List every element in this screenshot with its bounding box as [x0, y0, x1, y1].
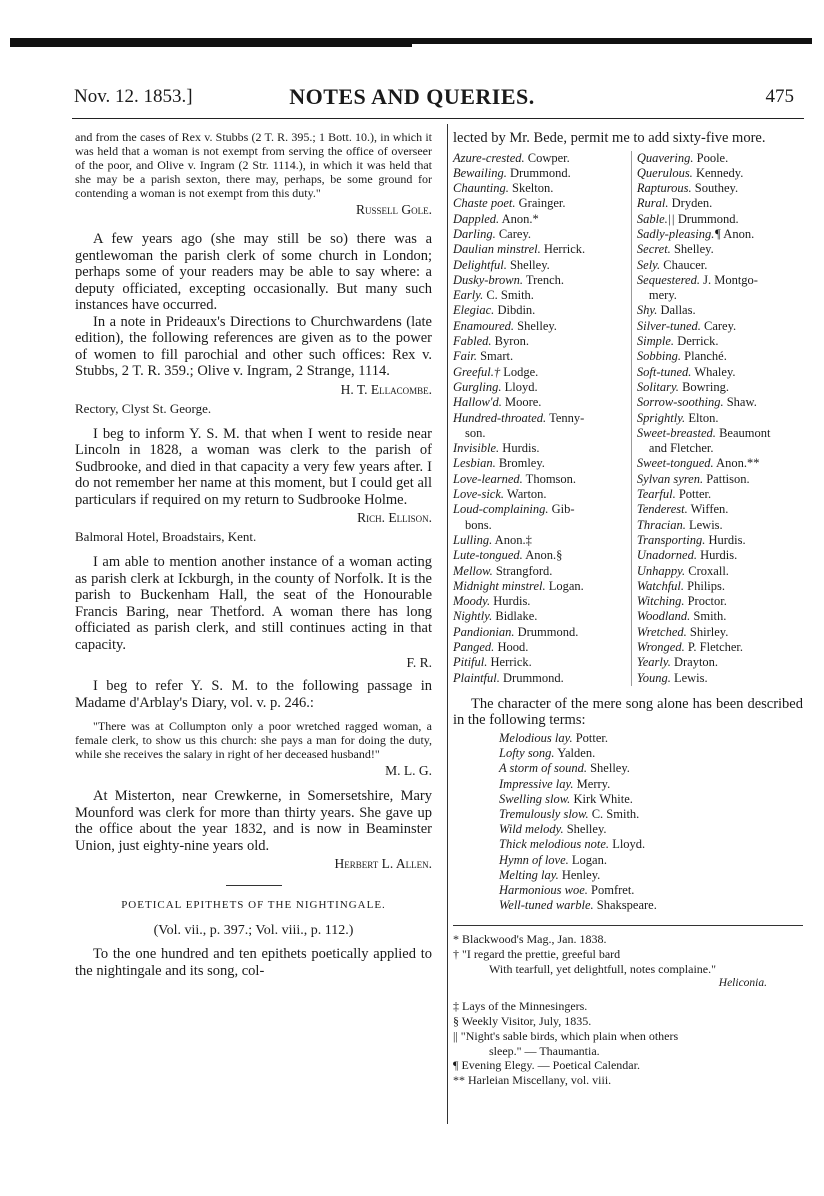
epithet-author: Dibdin.	[494, 303, 536, 318]
epithet-author: Derrick.	[674, 334, 719, 349]
epithet-entry	[637, 242, 803, 257]
epithet-word: Nightly.	[453, 609, 493, 624]
epithet-entry	[453, 533, 627, 548]
epithet-word: Lute-tongued.	[453, 548, 523, 563]
footnote-2-source: Heliconia.	[718, 977, 767, 990]
epithet-word: Sweet-breasted.	[636, 425, 716, 440]
epithet-word: Unadorned.	[636, 548, 697, 563]
epithet-entry	[637, 533, 803, 548]
epithet-author: P. Fletcher.	[684, 640, 744, 654]
epithet-author: Bromley.	[495, 456, 545, 471]
song-term-entry	[499, 777, 803, 792]
epithet-word: Sable.||	[636, 211, 675, 226]
epithets-intro: lected by Mr. Bede, permit me to add sixty-five more.	[453, 130, 766, 146]
epithet-word: Fabled.	[453, 334, 492, 349]
song-term-entry	[499, 746, 803, 761]
epithet-entry	[453, 487, 627, 502]
epithet-word: Quavering.	[636, 150, 694, 165]
epithet-word: Sylvan syren.	[636, 471, 704, 486]
epithet-word: Gurgling.	[453, 379, 502, 394]
epithet-entry	[453, 472, 627, 487]
paragraph-sudbrooke: I beg to inform Y. S. M. that when I went to reside near Lincoln in 1828, a woman was clerk to the parish of Sudbrooke, and died in that capacity a very few years after. I do not remember her name at this moment, but I could get all particulars if required on my return to Sudbrooke Holme.	[75, 425, 432, 508]
epithet-entry	[637, 472, 803, 487]
song-term-entry	[499, 868, 803, 883]
epithet-entry	[637, 395, 803, 410]
epithet-word: Sorrow-soothing.	[636, 395, 724, 410]
epithet-word: Dappled.	[453, 211, 500, 226]
epithet-author: Anon.**	[713, 456, 760, 471]
epithet-author: Chaucer.	[660, 257, 708, 272]
song-term-entry	[499, 731, 803, 746]
epithet-author: Kennedy.	[692, 165, 744, 180]
song-term-entry	[499, 883, 803, 898]
epithet-author: Whaley.	[691, 364, 736, 379]
song-intro: The character of the mere song alone has been described in the following terms:	[453, 695, 803, 729]
epithet-word: Sweet-tongued.	[636, 456, 714, 471]
epithet-entry	[453, 609, 627, 624]
epithet-word: Secret.	[636, 242, 671, 257]
epithet-author: Hood.	[494, 640, 529, 654]
address-ellacombe: Rectory, Clyst St. George.	[75, 400, 212, 416]
song-term: Lofty song.	[499, 746, 555, 761]
epithet-word: Darling.	[453, 226, 496, 241]
song-term-author: Shelley.	[586, 761, 630, 776]
epithet-word: Unhappy.	[636, 563, 686, 578]
epithet-entry	[453, 365, 627, 380]
epithet-entry	[637, 258, 803, 273]
song-term: Wild melody.	[499, 822, 564, 837]
epithet-author: Elton.	[685, 410, 719, 425]
epithet-lists	[453, 151, 803, 686]
epithet-word: Thracian.	[636, 517, 686, 532]
song-term: Harmonious woe.	[499, 882, 588, 897]
epithet-author-continuation: son.	[465, 425, 486, 440]
epithet-author-continuation: bons.	[465, 517, 492, 532]
epithet-entry	[637, 671, 803, 686]
epithet-entry	[637, 502, 803, 517]
epithet-entry	[453, 334, 627, 349]
address-ellison: Balmoral Hotel, Broadstairs, Kent.	[75, 529, 257, 544]
epithet-author: Bowring.	[678, 379, 729, 394]
epithet-author: Shelley.	[670, 242, 714, 257]
epithet-entry	[637, 426, 803, 441]
epithet-entry	[453, 380, 627, 395]
epithet-author: Dallas.	[657, 303, 696, 318]
epithet-entry	[637, 594, 803, 609]
epithet-author: Drummond.	[499, 670, 564, 685]
epithet-word: Watchful.	[636, 578, 685, 593]
signature-mlg: M. L. G.	[385, 763, 432, 778]
epithet-author: Warton.	[504, 487, 547, 502]
epithet-author-continuation: mery.	[648, 288, 677, 303]
epithet-author: Hurdis.	[696, 548, 738, 563]
epithet-word: Rapturous.	[636, 181, 692, 196]
epithet-entry	[453, 655, 627, 670]
epithet-author: Anon.§	[522, 548, 563, 563]
epithet-entry	[453, 411, 627, 426]
quote-collumpton: "There was at Collumpton only a poor wretched ragged woman, a female clerk, to show us this church: she pays a man for doing the duty, while she receives the salary in right of her deceased husband!"	[75, 719, 432, 761]
article-title: POETICAL EPITHETS OF THE NIGHTINGALE.	[121, 899, 386, 911]
epithet-entry	[637, 334, 803, 349]
footnote-5: || "Night's sable birds, which plain when others	[453, 1029, 679, 1044]
epithet-author: Potter.	[675, 487, 712, 502]
epithet-author: Bidlake.	[492, 609, 538, 624]
epithet-entry	[637, 518, 803, 533]
epithet-entry	[637, 456, 803, 471]
epithet-word: Dusky-brown.	[453, 272, 524, 287]
epithet-author: Logan.	[545, 578, 584, 593]
epithet-word: Enamoured.	[453, 318, 514, 333]
epithet-word: Early.	[453, 288, 484, 303]
song-term: Well-tuned warble.	[499, 898, 594, 913]
epithet-author: Philips.	[684, 578, 726, 593]
epithet-author: Smith.	[690, 609, 727, 624]
song-term-author: Pomfret.	[587, 882, 635, 897]
footnote-2: † "I regard the prettie, greeful bard	[453, 947, 621, 962]
epithet-entry	[453, 594, 627, 609]
signature-ellacombe: H. T. Ellacombe.	[340, 381, 432, 397]
epithet-entry	[453, 456, 627, 471]
song-term: Thick melodious note.	[499, 837, 610, 852]
epithet-entry	[637, 166, 803, 181]
header-rule	[72, 118, 804, 119]
song-term: Impressive lay.	[499, 776, 574, 791]
epithet-word: Loud-complaining.	[453, 502, 549, 517]
epithet-author: Drummond.	[514, 624, 579, 639]
epithet-entry	[637, 487, 803, 502]
epithet-entry	[453, 548, 627, 563]
footnote-5-continuation: sleep." — Thaumantia.	[489, 1044, 600, 1059]
epithet-author: Shelley.	[506, 257, 550, 272]
epithet-entry	[453, 151, 627, 166]
epithet-word: Tenderest.	[636, 502, 688, 517]
section-rule	[226, 885, 282, 886]
epithet-word: Elegiac.	[453, 303, 495, 318]
epithet-author: Drummond.	[506, 165, 571, 180]
epithet-entry	[453, 671, 627, 686]
song-term-entry	[499, 761, 803, 776]
epithet-author: Anon.*	[499, 211, 539, 226]
epithet-author: Herrick.	[540, 242, 586, 257]
song-term: Swelling slow.	[499, 791, 571, 806]
epithet-author: Beaumont	[715, 425, 771, 440]
epithet-entry	[637, 349, 803, 364]
epithet-word: Midnight minstrel.	[453, 578, 546, 593]
signature-allen: Herbert L. Allen.	[334, 856, 432, 871]
opening-quote: and from the cases of Rex v. Stubbs (2 T. R. 395.; 1 Bott. 10.), in which it was held that a woman is not exempt from serving the office of overseer of the poor, and Olive v. Ingram (2 Str. 1114.), in which it was held that she may be a parish sexton, there may, perhaps, be some ground for contending a woman is not exempt from this duty."	[75, 130, 432, 200]
epithet-entry	[453, 441, 627, 456]
paragraph-misterton: At Misterton, near Crewkerne, in Somersetshire, Mary Mounford was clerk for more than thirty years. She gave up the office about the year 1832, and is now in Beaminster Union, just eighty-nine years old.	[75, 788, 432, 854]
epithet-word: Sprightly.	[636, 410, 686, 425]
epithet-entry	[453, 288, 627, 303]
issue-date: Nov. 12. 1853.]	[74, 86, 193, 107]
epithet-entry	[453, 564, 627, 579]
signature-russell-gole: Russell Gole.	[355, 202, 432, 217]
epithet-author: Thomson.	[522, 471, 577, 486]
epithet-entry	[637, 564, 803, 579]
epithet-author: Carey.	[700, 318, 737, 333]
epithet-author: Lloyd.	[501, 379, 538, 394]
epithet-author: Planché.	[681, 349, 727, 364]
epithet-word: Sadly-pleasing.¶	[636, 226, 721, 241]
epithet-word: Sequestered.	[636, 272, 700, 287]
song-term-author: Potter.	[572, 730, 609, 745]
paragraph-ickburgh: I am able to mention another instance of a woman acting as parish clerk at Ickburgh, in the county of Norfolk. It is the parish to Buckenham Hall, the seat of the Honourable Francis Baring, near Thetford. A woman there has long officiated as parish clerk, and still continues acting in that capacity.	[75, 554, 432, 653]
song-term-author: C. Smith.	[588, 806, 640, 821]
footnote-3: ‡ Lays of the Minnesingers.	[453, 999, 588, 1014]
epithet-word: Young.	[636, 670, 671, 685]
footnote-1: * Blackwood's Mag., Jan. 1838.	[453, 932, 607, 947]
song-term-entry	[499, 822, 803, 837]
epithet-entry	[453, 258, 627, 273]
right-column	[453, 130, 803, 1088]
song-term-entry	[499, 792, 803, 807]
song-term-author: Yalden.	[554, 746, 596, 761]
epithet-author: Hurdis.	[705, 532, 746, 547]
song-term-entry	[499, 898, 803, 913]
epithet-word: Hallow'd.	[453, 395, 502, 410]
song-term-author: Logan.	[568, 852, 607, 867]
song-terms-list	[499, 731, 803, 913]
epithet-word: Silver-tuned.	[636, 318, 701, 333]
epithet-word: Pandionian.	[453, 624, 515, 639]
epithet-entry	[453, 212, 627, 227]
epithet-author: Byron.	[491, 334, 530, 349]
epithet-word: Lesbian.	[453, 456, 496, 471]
article-references: (Vol. vii., p. 397.; Vol. viii., p. 112.)	[153, 923, 354, 938]
epithet-author: Hurdis.	[499, 441, 540, 456]
epithet-entry	[637, 365, 803, 380]
epithet-entry	[637, 655, 803, 670]
song-term-author: Merry.	[573, 776, 611, 791]
epithet-entry	[453, 640, 627, 655]
epithet-word: Sobbing.	[636, 349, 682, 364]
epithet-entry	[453, 303, 627, 318]
epithet-entry	[637, 380, 803, 395]
epithet-author: Drummond.	[674, 211, 739, 226]
epithet-word: Greeful.†	[453, 364, 501, 379]
epithet-word: Transporting.	[636, 532, 706, 547]
signature-fr: F. R.	[406, 655, 432, 670]
epithet-author: J. Montgo-	[699, 272, 758, 287]
epithet-word: Love-learned.	[453, 471, 523, 486]
epithet-entry	[637, 196, 803, 211]
epithet-word: Plaintful.	[453, 670, 500, 685]
epithet-word: Rural.	[636, 196, 669, 211]
epithet-word: Lulling.	[453, 532, 493, 547]
epithet-list-b	[632, 151, 803, 686]
epithet-word: Querulous.	[636, 165, 693, 180]
epithet-word: Daulian minstrel.	[453, 242, 541, 257]
epithet-entry	[637, 303, 803, 318]
top-rule	[10, 38, 812, 47]
epithet-author: Strangford.	[492, 563, 553, 578]
song-term-author: Shelley.	[563, 822, 607, 837]
epithet-entry	[453, 273, 627, 288]
epithet-word: Simple.	[636, 334, 675, 349]
epithet-word: Soft-tuned.	[636, 364, 692, 379]
epithet-word: Panged.	[453, 640, 495, 654]
epithet-author: Lodge.	[500, 364, 539, 379]
epithet-author: Gib-	[548, 502, 575, 517]
epithet-author: Croxall.	[685, 563, 729, 578]
epithet-entry	[453, 227, 627, 242]
epithet-word: Chaste poet.	[453, 196, 516, 211]
epithet-author: Herrick.	[487, 655, 532, 670]
epithet-entry	[453, 319, 627, 334]
epithet-author: Moore.	[501, 395, 542, 410]
paragraph-prideaux: In a note in Prideaux's Directions to Churchwardens (late edition), the following references are given as to the power of women to fill parochial and other such offices: Rex v. Stubbs, 2 T. R. 359.; Olive v. Ingram, 2 Strange, 1114.	[75, 313, 432, 379]
left-column	[75, 130, 432, 979]
epithet-entry	[637, 579, 803, 594]
song-term-entry	[499, 837, 803, 852]
epithet-author: Proctor.	[684, 594, 727, 609]
song-term-author: Lloyd.	[609, 837, 646, 852]
song-term-author: Shakspeare.	[593, 898, 657, 913]
epithet-author: Carey.	[495, 226, 532, 241]
epithet-entry	[637, 640, 803, 655]
article-intro: To the one hundred and ten epithets poetically applied to the nightingale and its song, col-	[75, 946, 432, 979]
epithet-word: Delightful.	[453, 257, 507, 272]
epithet-author: Shaw.	[723, 395, 757, 410]
epithet-word: Love-sick.	[453, 487, 505, 502]
footnote-4: § Weekly Visitor, July, 1835.	[453, 1014, 592, 1029]
epithet-author: Poole.	[693, 150, 729, 165]
epithet-word: Fair.	[453, 349, 477, 364]
epithet-author: Skelton.	[508, 181, 554, 196]
song-term: Hymn of love.	[499, 852, 569, 867]
footnote-7: ** Harleian Miscellany, vol. viii.	[453, 1073, 612, 1088]
epithet-author: Drayton.	[670, 655, 719, 670]
epithet-word: Hundred-throated.	[453, 410, 547, 425]
epithet-author: Hurdis.	[490, 594, 531, 609]
epithet-author: Shirley.	[686, 624, 729, 639]
epithet-author: Dryden.	[668, 196, 713, 211]
epithet-author: Anon.	[720, 226, 755, 241]
epithet-word: Invisible.	[453, 441, 500, 456]
epithet-word: Yearly.	[636, 655, 671, 670]
epithet-word: Sely.	[636, 257, 661, 272]
footnote-2-continuation: With tearfull, yet delightfull, notes complaine."	[489, 962, 717, 977]
epithet-entry	[453, 166, 627, 181]
epithet-word: Chaunting.	[453, 181, 509, 196]
epithet-author: Lewis.	[670, 670, 708, 685]
epithet-author: Pattison.	[703, 471, 750, 486]
song-term: A storm of sound.	[499, 761, 587, 776]
paragraph-london-clerk: A few years ago (she may still be so) there was a gentlewoman the parish clerk of some church in London; perhaps some of your readers may be able to say where: a deputy officiated, excepting occasionally. But many such instances have occurred.	[75, 231, 432, 313]
epithet-author-continuation: and Fletcher.	[648, 441, 714, 456]
song-term: Melting lay.	[499, 867, 559, 882]
epithet-word: Pitiful.	[453, 655, 488, 670]
song-term-author: Kirk White.	[570, 791, 633, 806]
epithet-word: Wronged.	[636, 640, 685, 654]
song-term: Tremulously slow.	[499, 806, 589, 821]
epithet-entry	[453, 502, 627, 517]
epithet-word: Solitary.	[636, 379, 679, 394]
epithet-entry	[453, 181, 627, 196]
epithet-word: Woodland.	[636, 609, 691, 624]
epithet-word: Mellow.	[453, 563, 493, 578]
epithet-entry	[637, 319, 803, 334]
epithet-word: Tearful.	[636, 487, 676, 502]
epithet-author: Cowper.	[524, 150, 570, 165]
epithet-author: Smart.	[476, 349, 514, 364]
epithet-author: Shelley.	[514, 318, 557, 333]
epithet-entry	[637, 548, 803, 563]
epithet-word: Wretched.	[636, 624, 687, 639]
epithet-author: Southey.	[691, 181, 739, 196]
footnote-rule	[453, 925, 803, 926]
epithet-entry	[453, 242, 627, 257]
column-divider	[447, 124, 448, 1124]
epithet-entry	[637, 411, 803, 426]
epithet-entry	[637, 227, 803, 242]
epithet-entry	[637, 609, 803, 624]
epithet-entry	[453, 625, 627, 640]
epithet-author: Trench.	[523, 272, 564, 287]
epithet-author: C. Smith.	[483, 288, 534, 303]
epithet-author: Grainger.	[515, 196, 566, 211]
epithet-entry	[637, 273, 803, 288]
song-term-entry	[499, 807, 803, 822]
epithet-word: Witching.	[636, 594, 685, 609]
epithet-author: Tenny-	[546, 410, 585, 425]
epithet-entry	[637, 212, 803, 227]
epithet-entry	[637, 181, 803, 196]
signature-ellison: Rich. Ellison.	[357, 510, 432, 525]
epithet-author: Anon.‡	[492, 532, 532, 547]
epithet-author: Wiffen.	[687, 502, 729, 517]
epithet-entry	[453, 196, 627, 211]
epithet-word: Bewailing.	[453, 165, 507, 180]
epithet-entry	[453, 349, 627, 364]
epithet-author: Lewis.	[685, 517, 723, 532]
page-number: 475	[765, 86, 794, 107]
epithet-entry	[453, 579, 627, 594]
paragraph-darblay: I beg to refer Y. S. M. to the following passage in Madame d'Arblay's Diary, vol. v. p. 246.:	[75, 678, 432, 711]
epithet-word: Shy.	[636, 303, 658, 318]
epithet-word: Azure-crested.	[453, 150, 525, 165]
song-term-entry	[499, 853, 803, 868]
epithet-entry	[453, 395, 627, 410]
epithet-entry	[637, 625, 803, 640]
epithet-entry	[637, 151, 803, 166]
journal-title: NOTES AND QUERIES.	[289, 84, 535, 109]
epithet-word: Moody.	[453, 594, 491, 609]
epithet-list-a	[453, 151, 632, 686]
footnote-6: ¶ Evening Elegy. — Poetical Calendar.	[453, 1058, 640, 1073]
song-term: Melodious lay.	[499, 730, 573, 745]
song-term-author: Henley.	[558, 867, 601, 882]
